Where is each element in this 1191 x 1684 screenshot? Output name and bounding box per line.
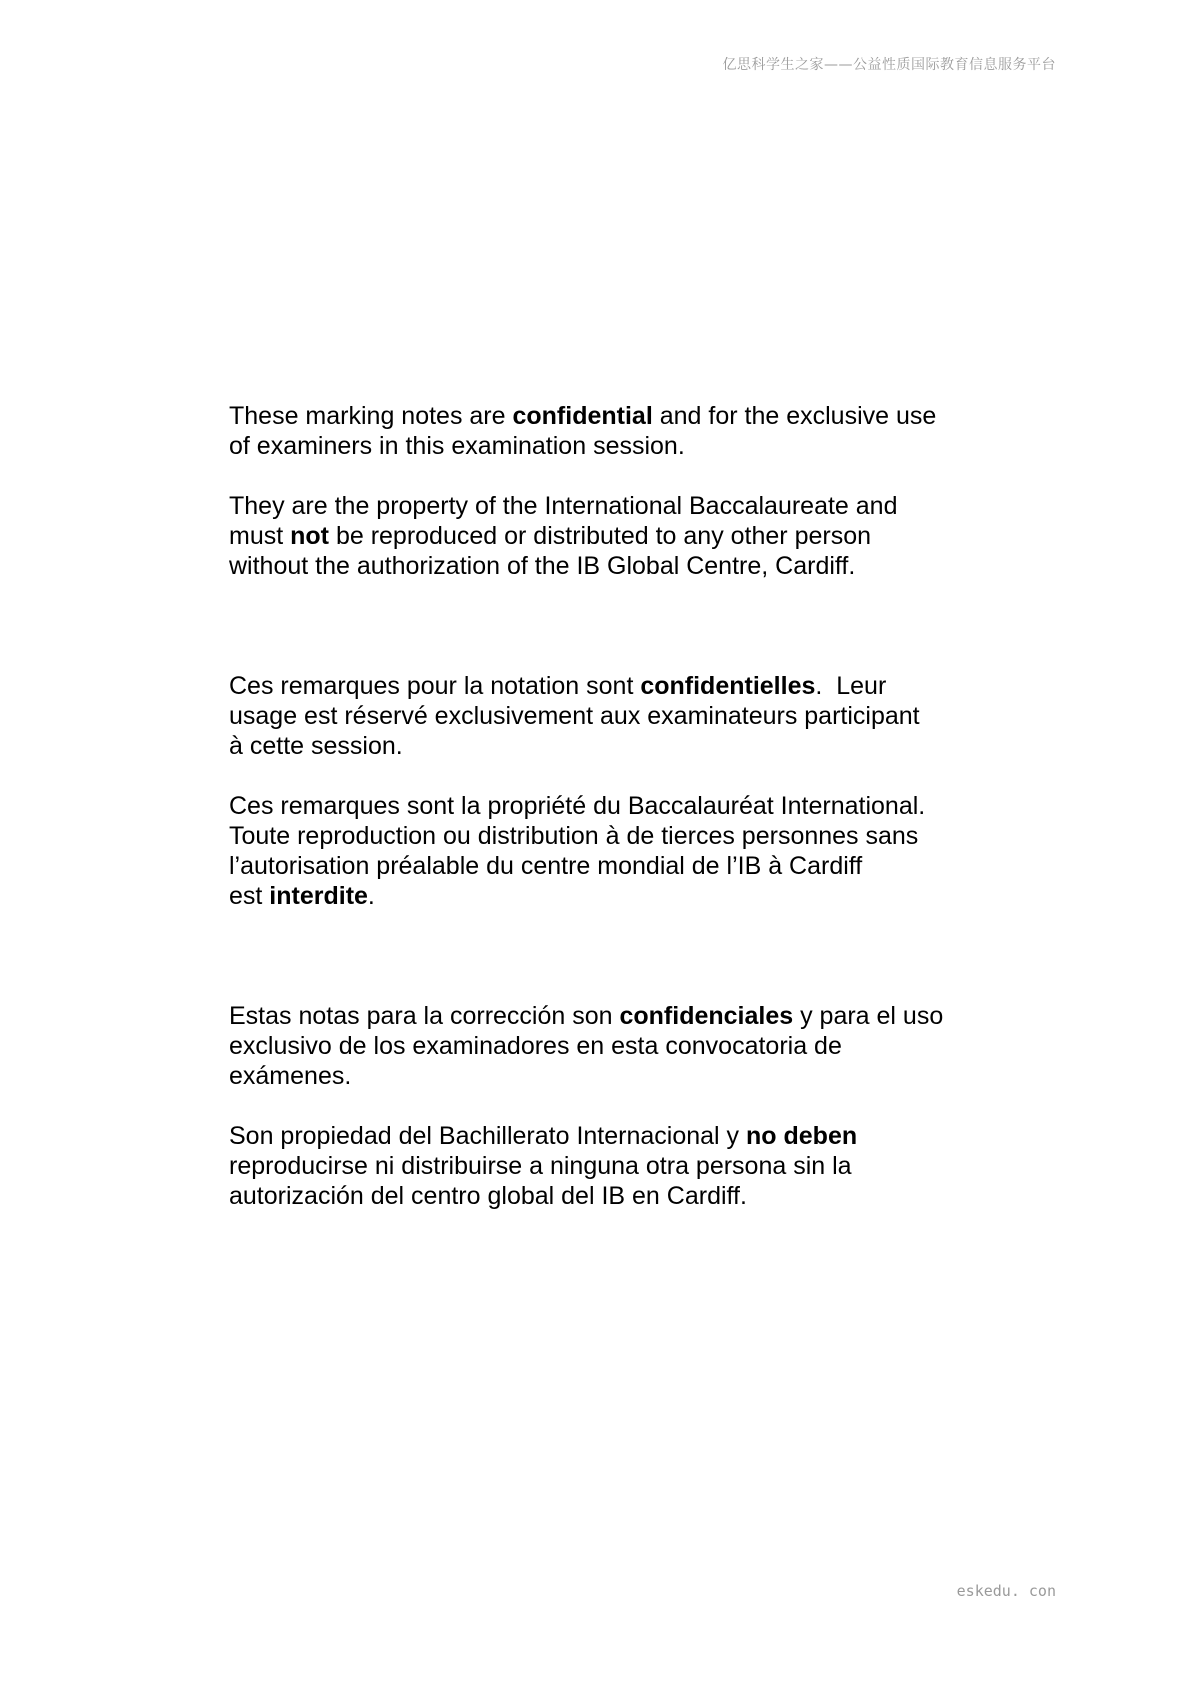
text-run: and for the exclusive use: [652, 402, 937, 430]
spanish-confidentiality-paragraph: [229, 1001, 1009, 1091]
emphasis-not: not: [290, 522, 329, 550]
header-site-note: 亿思科学生之家——公益性质国际教育信息服务平台: [722, 57, 1056, 73]
text-line: without the authorization of the IB Global Centre, Cardiff.: [229, 552, 856, 580]
english-property-paragraph: [229, 491, 1009, 581]
text-run: . Leur: [815, 672, 887, 700]
text-line: [229, 881, 1009, 911]
emphasis-interdite: interdite: [269, 882, 368, 910]
text-line: [229, 1001, 1009, 1031]
footer-site-url: eskedu. con: [956, 1582, 1056, 1600]
text-run: Ces remarques pour la notation sont: [229, 672, 641, 700]
text-line: Ces remarques sont la propriété du Baccalauréat International.: [229, 792, 926, 820]
text-line: [229, 1121, 1009, 1151]
text-line: exclusivo de los examinadores en esta convocatoria de: [229, 1032, 842, 1060]
text-line: [229, 521, 1009, 551]
text-line: l’autorisation préalable du centre mondial de l’IB à Cardiff: [229, 852, 863, 880]
text-run: Son propiedad del Bachillerato Internacional y: [229, 1122, 747, 1150]
text-line: [229, 671, 1009, 701]
text-run: These marking notes are: [229, 402, 513, 430]
text-line: of examiners in this examination session.: [229, 432, 685, 460]
french-confidentiality-paragraph: [229, 671, 1009, 761]
french-property-paragraph: [229, 791, 1009, 911]
text-line: à cette session.: [229, 732, 403, 760]
text-line: exámenes.: [229, 1062, 352, 1090]
text-line: [229, 401, 1009, 431]
emphasis-confidentielles: confidentielles: [640, 672, 816, 700]
text-line: usage est réservé exclusivement aux examinateurs participant: [229, 702, 920, 730]
text-run: est: [229, 882, 270, 910]
emphasis-confidential: confidential: [512, 402, 653, 430]
emphasis-confidenciales: confidenciales: [619, 1002, 794, 1030]
text-run: be reproduced or distributed to any other person: [329, 522, 872, 550]
text-line: autorización del centro global del IB en Cardiff.: [229, 1182, 747, 1210]
text-run: must: [229, 522, 291, 550]
text-run: y para el uso: [793, 1002, 944, 1030]
emphasis-no-deben: no deben: [746, 1122, 858, 1150]
text-line: reproducirse ni distribuirse a ninguna otra persona sin la: [229, 1152, 852, 1180]
text-run: Estas notas para la corrección son: [229, 1002, 620, 1030]
text-line: They are the property of the International Baccalaureate and: [229, 492, 898, 520]
spanish-property-paragraph: [229, 1121, 1009, 1211]
english-confidentiality-paragraph: [229, 401, 1009, 461]
text-line: Toute reproduction ou distribution à de tierces personnes sans: [229, 822, 919, 850]
text-run: .: [367, 882, 375, 910]
